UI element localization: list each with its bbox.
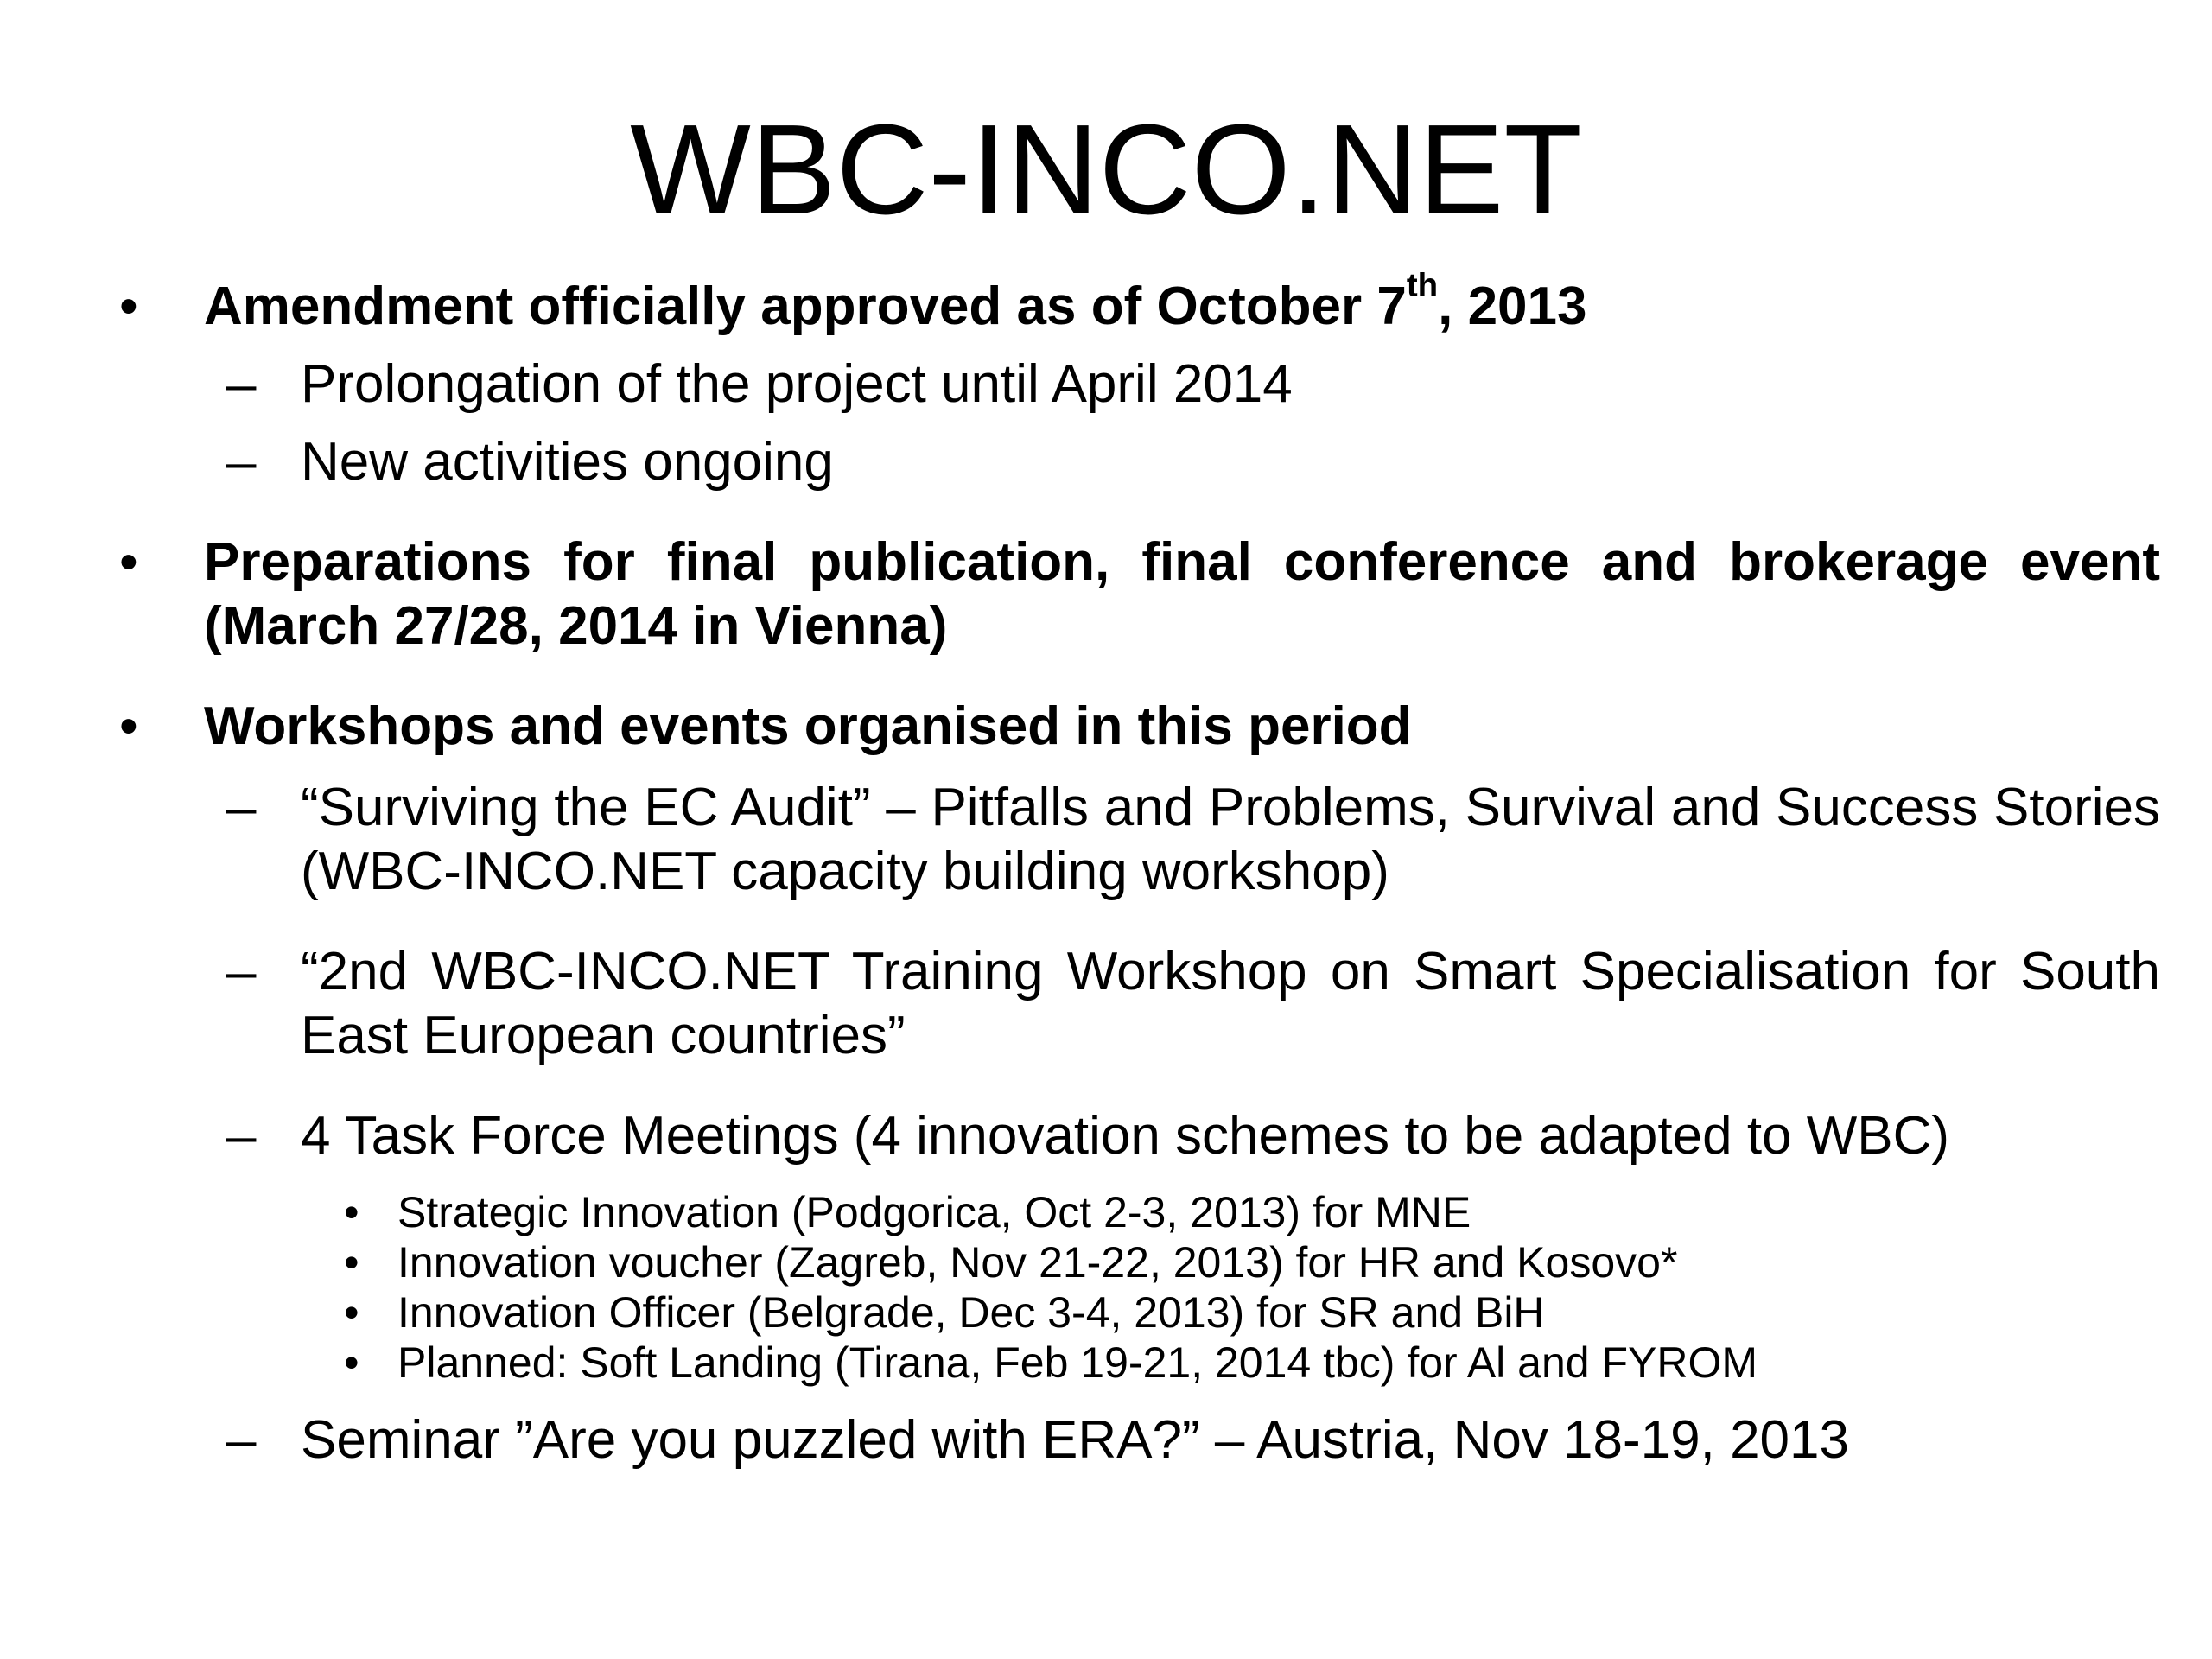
bullet-amendment-text: Amendment officially approved as of October 7 bbox=[204, 276, 1407, 336]
dash-marker: – bbox=[226, 942, 257, 1001]
bullet-marker: • bbox=[344, 1188, 359, 1236]
slide-content bbox=[0, 266, 2212, 1472]
bullet-marker: • bbox=[344, 1238, 359, 1287]
slide-title: WBC-INCO.NET bbox=[630, 99, 1582, 241]
subitem-new-activities bbox=[0, 430, 2212, 494]
task-force-item bbox=[0, 1287, 2212, 1338]
subitem-text: 4 Task Force Meetings (4 innovation schemes to be adapted to WBC) bbox=[301, 1106, 1950, 1166]
bullet-marker: • bbox=[119, 532, 138, 592]
task-force-item bbox=[0, 1187, 2212, 1237]
subitem-era-seminar bbox=[0, 1408, 2212, 1472]
task-force-item-text: Strategic Innovation (Podgorica, Oct 2-3, 2013) for MNE bbox=[397, 1188, 1471, 1236]
task-force-item bbox=[0, 1237, 2212, 1287]
task-force-item bbox=[0, 1338, 2212, 1388]
dash-marker: – bbox=[226, 432, 257, 492]
task-force-item-text: Innovation Officer (Belgrade, Dec 3-4, 2013) for SR and BiH bbox=[397, 1288, 1545, 1337]
task-force-item-text: Planned: Soft Landing (Tirana, Feb 19-21, 2014 tbc) for Al and FYROM bbox=[397, 1338, 1758, 1387]
subitem-prolongation bbox=[0, 353, 2212, 416]
subitem-text: “2nd WBC-INCO.NET Training Workshop on Smart Specialisation for South East European countries” bbox=[301, 942, 2160, 1065]
bullet-workshops bbox=[0, 695, 2212, 759]
subitem-text: “Surviving the EC Audit” – Pitfalls and Problems, Survival and Success Stories (WBC-INCO.NET capacity building workshop) bbox=[301, 778, 2160, 901]
task-force-list bbox=[0, 1187, 2212, 1388]
subitem-text: New activities ongoing bbox=[301, 432, 834, 492]
subitem-text: Seminar ”Are you puzzled with ERA?” – Austria, Nov 18-19, 2013 bbox=[301, 1410, 1850, 1470]
subitem-training-workshop bbox=[0, 940, 2212, 1068]
bullet-preparations bbox=[0, 531, 2212, 658]
dash-marker: – bbox=[226, 1410, 257, 1470]
dash-marker: – bbox=[226, 778, 257, 837]
bullet-workshops-text: Workshops and events organised in this period bbox=[204, 696, 1412, 756]
bullet-amendment bbox=[0, 266, 2212, 339]
subitem-task-force bbox=[0, 1104, 2212, 1168]
bullet-marker: • bbox=[344, 1338, 359, 1387]
bullet-marker: • bbox=[119, 276, 138, 336]
dash-marker: – bbox=[226, 1106, 257, 1166]
task-force-item-text: Innovation voucher (Zagreb, Nov 21-22, 2013) for HR and Kosovo* bbox=[397, 1238, 1678, 1287]
dash-marker: – bbox=[226, 354, 257, 414]
bullet-marker: • bbox=[119, 696, 138, 756]
subitem-text: Prolongation of the project until April 2014 bbox=[301, 354, 1293, 414]
bullet-preparations-text: Preparations for final publication, final conference and brokerage event (March 27/28, 2014 in Vienna) bbox=[204, 532, 2160, 656]
bullet-marker: • bbox=[344, 1288, 359, 1337]
bullet-amendment-text-end: , 2013 bbox=[1438, 276, 1587, 336]
ordinal-suffix: th bbox=[1406, 266, 1439, 304]
subitem-ec-audit bbox=[0, 776, 2212, 904]
